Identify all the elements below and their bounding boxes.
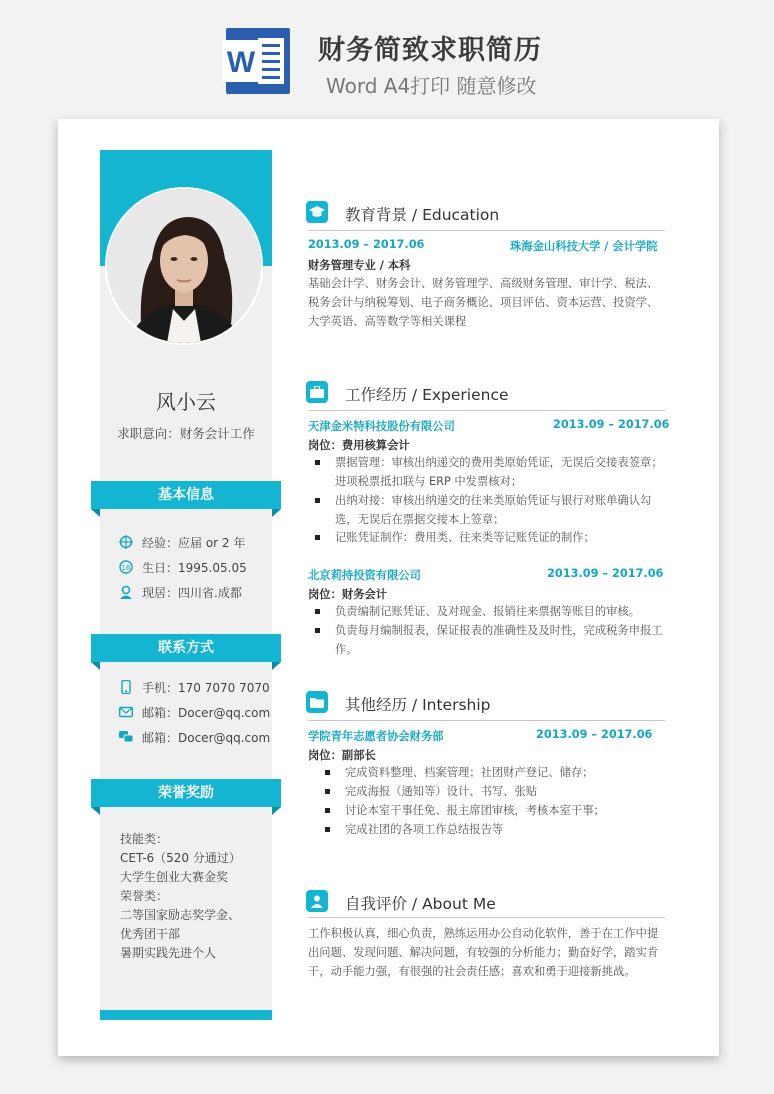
graduation-cap-icon [306,201,328,223]
residence-row [118,582,242,602]
about-text: 工作积极认真，细心负责，熟练运用办公自动化软件，善于在工作中提出问题、发现问题、解决问题，有较强的分析能力；勤奋好学，踏实肯干，动手能力强，有很强的社会责任感；喜欢和勇于迎接新挑战。 [308,927,659,978]
email-row-1 [118,702,270,722]
internship-duty: 完成社团的各项工作总结报告等 [345,820,680,839]
banner-subtitle: Word A4打印 随意修改 [326,74,537,98]
email-text-1: 邮箱：Docer@qq.com [142,705,271,720]
basic-info-heading: 基本信息 [91,481,281,509]
honors-line: 大学生创业大赛金奖 [120,870,229,884]
education-courses: 基础会计学、财务会计、财务管理学、高级财务管理、审计学、税法、税务会计与纳税筹划、电子商务概论、项目评估、资本运营、投资学、大学英语、高等数学等相关课程 [308,277,659,328]
birthday-text: 生日：1995.05.05 [142,560,247,575]
honors-line: 优秀团干部 [120,927,181,941]
job-company: 北京莉持投资有限公司 [308,569,421,582]
experience-title: 工作经历 / Experience [345,386,509,404]
banner-title: 财务简致求职简历 [318,35,542,66]
honors-line: 二等国家励志奖学金、 [120,908,241,922]
experience-text: 经验：应届 or 2 年 [142,535,246,550]
honors-list [120,830,260,963]
honors-line: 暑期实践先进个人 [120,946,217,960]
internship-role: 岗位：副部长 [308,749,376,762]
job-intent: 求职意向：财务会计工作 [117,426,255,441]
chat-icon [118,729,134,745]
internship-org: 学院青年志愿者协会财务部 [308,730,444,743]
education-divider [308,230,665,231]
person-icon [306,890,328,912]
internship-title: 其他经历 / Intership [345,696,491,714]
phone-text: 手机：170 7070 7070 [142,680,270,695]
sidebar-bottom-bar [100,1010,272,1020]
word-icon [222,26,294,96]
job-duty: 负责编制记账凭证、及对现金、报销往来票据等账目的审核。 [335,602,670,621]
svg-text:16: 16 [121,564,131,572]
candidate-name: 风小云 [156,390,216,414]
job-role: 岗位：费用核算会计 [308,439,410,452]
internship-divider [308,720,665,721]
about-title: 自我评价 / About Me [345,895,496,913]
job-company: 天津金米特科技股份有限公司 [308,420,455,433]
education-school: 珠海金山科技大学 / 会计学院 [510,240,658,253]
job-duty: 负责每月编制报表，保证报表的准确性及及时性，完成税务申报工作。 [335,621,670,659]
email-row-2 [118,727,270,747]
phone-icon [118,679,134,695]
honors-heading: 荣誉奖励 [91,779,281,807]
internship-duty: 完成海报（通知等）设计、书写、张贴 [345,782,680,801]
experience-row [118,532,245,552]
job-duty: 票据管理：审核出纳递交的费用类原始凭证，无误后交接表签章；进项税票抵扣联与 ERP 中发票核对； [335,453,670,491]
target-icon [118,534,134,550]
contact-heading: 联系方式 [91,634,281,662]
experience-divider [308,410,665,411]
banner [0,0,774,110]
honors-line: 荣誉类： [120,889,169,903]
about-divider [308,917,665,918]
avatar [105,187,263,345]
honors-line: CET-6（520 分通过） [120,851,241,865]
briefcase-icon [306,381,328,403]
svg-text:W: W [226,46,256,79]
education-date: 2013.09 – 2017.06 [308,238,425,251]
birthday-icon [118,559,134,575]
residence-text: 现居：四川省.成都 [142,585,242,600]
sidebar [100,150,272,1020]
folder-icon [306,691,328,713]
email-text-2: 邮箱：Docer@qq.com [142,730,271,745]
job-duty: 记账凭证制作：费用类、往来类等记账凭证的制作； [335,528,670,547]
phone-row [118,677,270,697]
honors-line: 技能类： [120,832,169,846]
birthday-row [118,557,247,577]
job-date: 2013.09 – 2017.06 [547,567,664,580]
internship-date: 2013.09 – 2017.06 [536,728,653,741]
resume-page [58,119,719,1056]
job-date: 2013.09 – 2017.06 [553,418,670,431]
job-role: 岗位：财务会计 [308,588,388,601]
job-duty: 出纳对接：审核出纳递交的往来类原始凭证与银行对账单确认勾选，无误后在票据交接本上签章； [335,491,670,529]
location-pin-icon [118,584,134,600]
education-title: 教育背景 / Education [345,206,500,224]
education-major: 财务管理专业 / 本科 [308,259,411,272]
internship-duty: 完成资料整理、档案管理；社团财产登记、储存； [345,763,680,782]
mail-icon [118,704,134,720]
internship-duty: 讨论本室干事任免、报主席团审核，考核本室干事； [345,801,680,820]
